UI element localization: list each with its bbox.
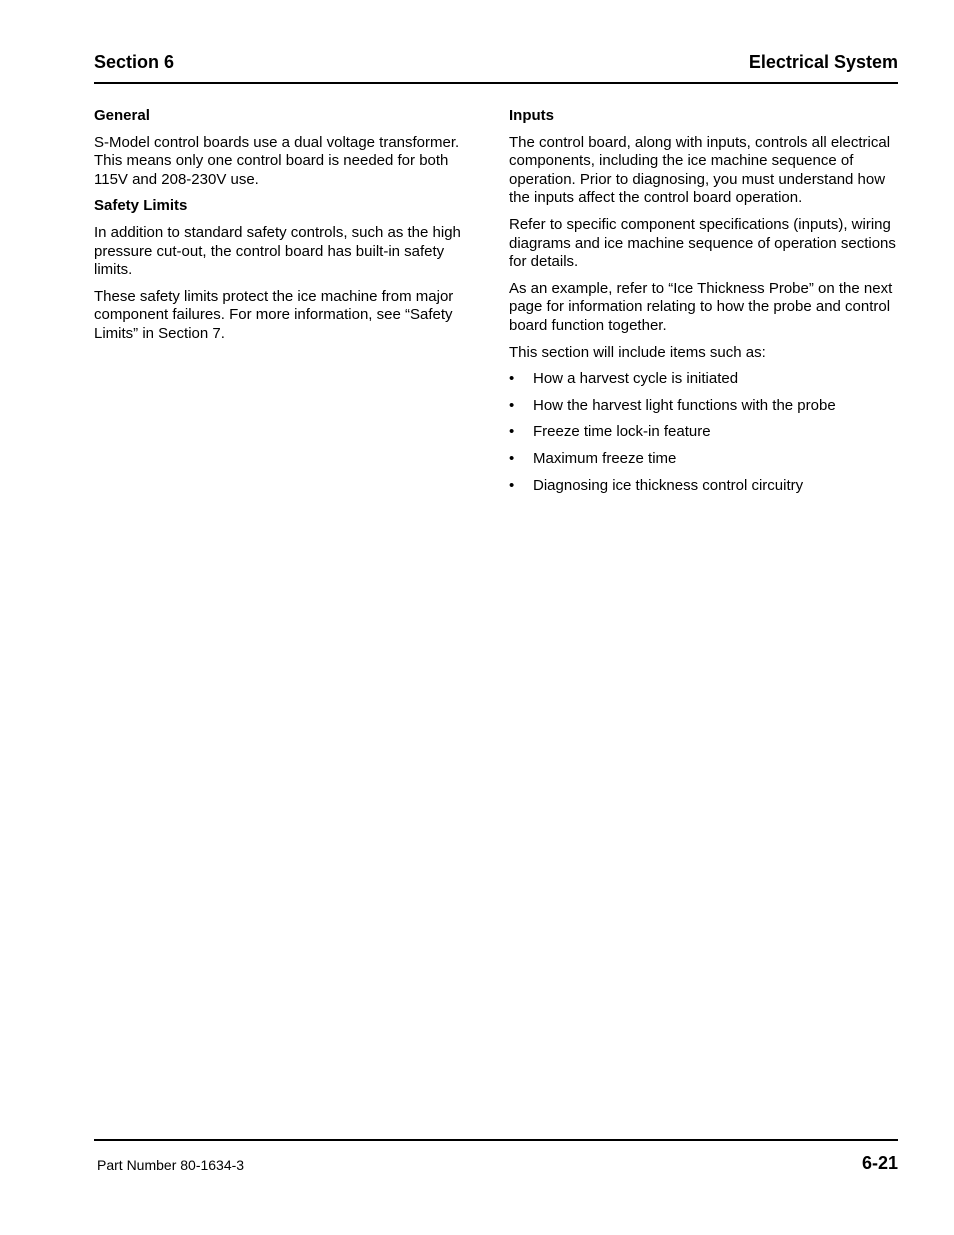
bullet-icon: • <box>509 370 515 388</box>
inputs-heading: Inputs <box>509 107 554 124</box>
list-item-text: How the harvest light functions with the probe <box>533 396 836 414</box>
right-column <box>509 107 901 503</box>
bullet-icon: • <box>509 449 515 467</box>
page-header <box>94 50 898 84</box>
inputs-paragraph-1: The control board, along with inputs, controls all electrical components, including the ice machine sequence of operation. Prior to diagnosing, you must understand how the inputs affect the control board operation. <box>509 133 891 207</box>
inputs-paragraph-3: As an example, refer to “Ice Thickness Probe” on the next page for information relating to how the probe and control board function together. <box>509 279 893 334</box>
left-column <box>94 107 479 352</box>
section-label: Section 6 <box>94 52 175 72</box>
list-item <box>509 423 901 442</box>
bullet-icon: • <box>509 476 515 494</box>
part-number: Part Number 80-1634-3 <box>97 1157 245 1173</box>
bullet-icon: • <box>509 396 515 414</box>
list-item-text: Maximum freeze time <box>533 449 677 467</box>
list-item <box>509 450 901 469</box>
safety-limits-paragraph-2: These safety limits protect the ice machine from major component failures. For more information, see “Safety Limits” in Section 7. <box>94 287 454 342</box>
section-title: Electrical System <box>748 52 898 72</box>
general-paragraph: S-Model control boards use a dual voltage transformer. This means only one control board is needed for both 115V and 208-230V use. <box>94 133 460 188</box>
list-item <box>509 397 901 416</box>
safety-limits-heading: Safety Limits <box>94 197 188 215</box>
inputs-paragraph-4: This section will include items such as: <box>509 343 766 361</box>
list-item-text: Freeze time lock-in feature <box>533 423 711 441</box>
footer-divider <box>94 1139 898 1141</box>
safety-limits-paragraph-1: In addition to standard safety controls, such as the high pressure cut-out, the control board has built-in safety limits. <box>94 223 461 279</box>
page-number: 6-21 <box>861 1153 898 1173</box>
bullet-icon: • <box>509 423 515 441</box>
list-item <box>509 477 901 496</box>
list-item-text: How a harvest cycle is initiated <box>533 370 739 388</box>
general-heading: General <box>94 107 150 124</box>
items-list <box>509 370 901 495</box>
list-item <box>509 370 901 389</box>
list-item-text: Diagnosing ice thickness control circuitry <box>533 476 804 494</box>
inputs-paragraph-2: Refer to specific component specifications (inputs), wiring diagrams and ice machine sequence of operation sections for details. <box>509 215 896 271</box>
